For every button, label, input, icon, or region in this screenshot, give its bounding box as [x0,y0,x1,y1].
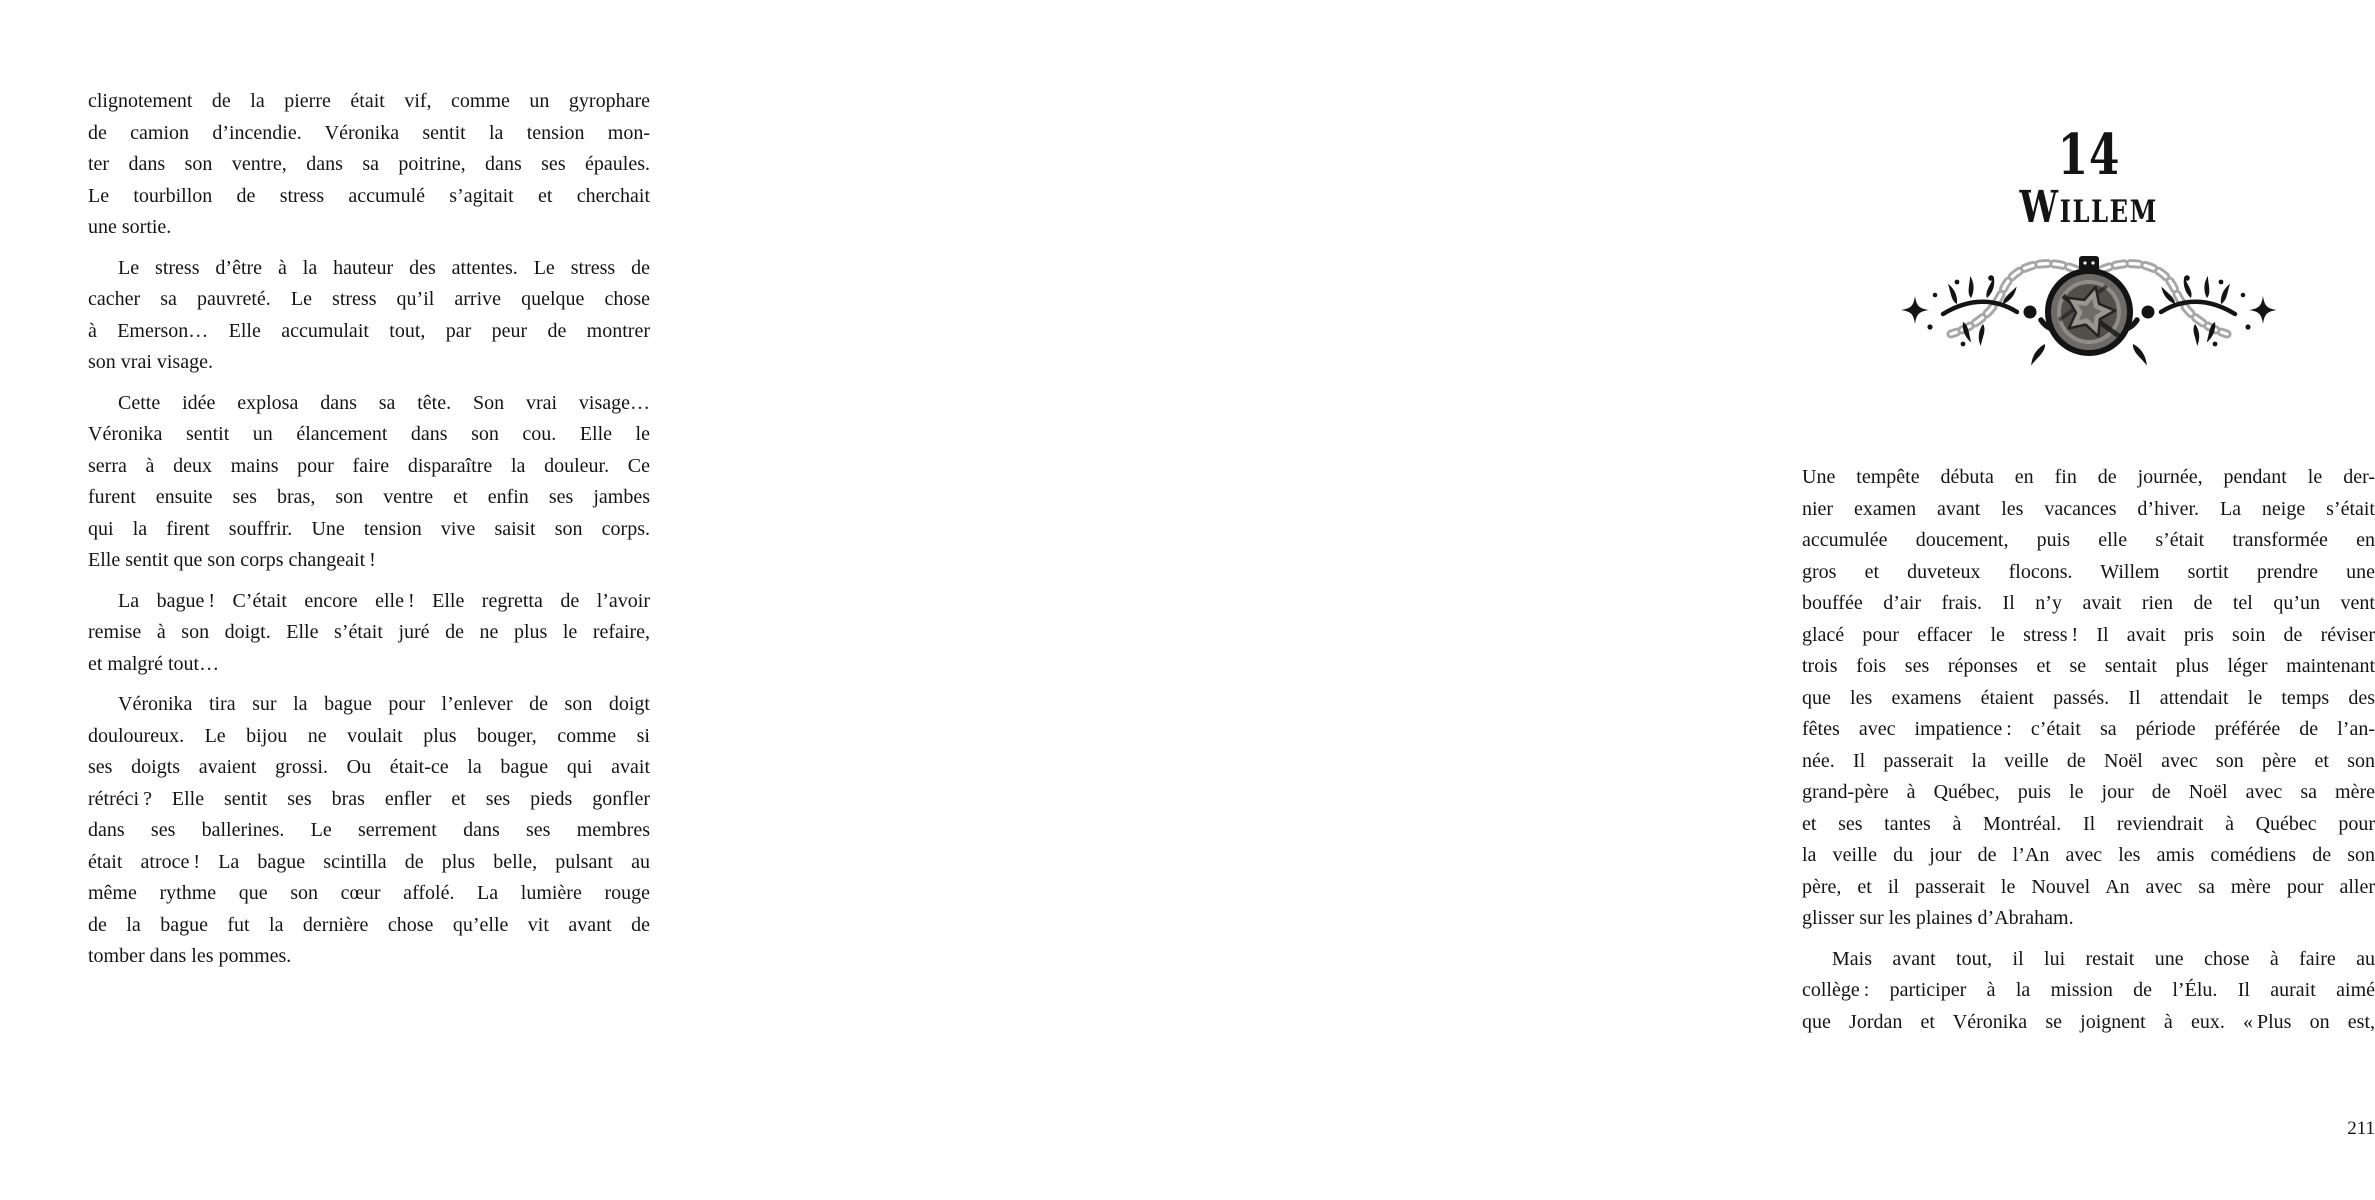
text-line: dans ses ballerines. Le serrement dans ses membres [88,819,650,841]
text-line: Le tourbillon de stress accumulé s’agitait et cherchait [88,184,650,207]
paragraph [88,388,650,577]
paragraph [1802,462,2375,935]
text-line: collège : participer à la mission de l’Élu. Il aurait aimé [1802,979,2375,1001]
text-line: La bague ! C’était encore elle ! Elle regretta de l’avoir [118,589,650,612]
text-line: gros et duveteux flocons. Willem sortit prendre une [1802,560,2375,583]
text-line: serra à deux mains pour faire disparaître la douleur. Ce [88,454,650,477]
text-line: Une tempête débuta en fin de journée, pendant le der- [1802,466,2375,488]
text-line: de la bague fut la dernière chose qu’elle vit avant de [88,913,650,936]
text-line: son vrai visage. [88,351,213,373]
right-page [825,0,2375,1200]
text-line: ter dans son ventre, dans sa poitrine, dans ses épaules. [88,153,650,175]
text-line: remise à son doigt. Elle s’était juré de ne plus le refaire, [88,621,650,643]
text-line: trois fois ses réponses et se sentait plus léger maintenant [1802,655,2375,677]
text-line: que Jordan et Véronika se joignent à eux. « Plus on est, [1802,1010,2375,1033]
text-line: cacher sa pauvreté. Le stress qu’il arrive quelque chose [88,288,650,310]
text-line: nier examen avant les vacances d’hiver. La neige s’était [1802,497,2375,520]
paragraph [88,86,650,244]
text-line: grand-père à Québec, puis le jour de Noël avec sa mère [1802,781,2375,803]
text-line: Véronika tira sur la bague pour l’enlever de son doigt [118,693,650,715]
page-number: 211 [2347,1118,2375,1139]
text-line: et ses tantes à Montréal. Il reviendrait à Québec pour [1802,812,2375,835]
paragraph [88,253,650,379]
text-line: une sortie. [88,216,172,238]
left-page [0,0,825,1200]
chapter-number: 14 [2057,122,2120,188]
text-line: fêtes avec impatience : c’était sa période préférée de l’an- [1802,718,2375,740]
text-line: tomber dans les pommes. [88,945,292,967]
chapter-title: WILLEM [2019,182,2158,233]
text-line: Mais avant tout, il lui restait une chose à faire au [1832,947,2375,970]
text-line: glisser sur les plaines d’Abraham. [1802,907,2074,929]
paragraph [88,689,650,973]
paragraph [88,586,650,681]
text-line: même rythme que son cœur affolé. La lumière rouge [88,882,650,904]
text-line: était atroce ! La bague scintilla de plus belle, pulsant au [88,850,650,873]
text-line: née. Il passerait la veille de Noël avec son père et son [1802,749,2375,772]
text-line: douloureux. Le bijou ne voulait plus bouger, comme si [88,724,650,747]
text-line: Cette idée explosa dans sa tête. Son vrai visage… [118,391,650,414]
text-line: la veille du jour de l’An avec les amis comédiens de son [1802,844,2375,866]
text-line: bouffée d’air frais. Il n’y avait rien de tel qu’un vent [1802,592,2375,614]
text-line: Le stress d’être à la hauteur des attentes. Le stress de [118,256,650,279]
text-line: clignotement de la pierre était vif, comme un gyrophare [88,90,650,112]
text-line: de camion d’incendie. Véronika sentit la tension mon- [88,121,650,144]
text-line: qui la firent souffrir. Une tension vive saisit son corps. [88,517,650,540]
paragraph [1802,944,2375,1039]
right-page-body-text [1802,462,2375,1038]
chapter-heading [1802,122,2375,233]
pendant-medallion [2048,256,2130,353]
left-page-body-text [88,86,650,973]
text-line: rétréci ? Elle sentit ses bras enfler et ses pieds gonfler [88,787,650,810]
amulet-ornament-icon [1898,254,2280,366]
text-line: Véronika sentit un élancement dans son cou. Elle le [88,423,650,445]
amulet-ornament-svg [1898,254,2280,366]
text-line: à Emerson… Elle accumulait tout, par peur de montrer [88,319,650,342]
text-line: Elle sentit que son corps changeait ! [88,549,376,571]
text-line: glacé pour effacer le stress ! Il avait pris soin de réviser [1802,623,2375,646]
text-line: ses doigts avaient grossi. Ou était-ce la bague qui avait [88,756,650,778]
text-line: père, et il passerait le Nouvel An avec sa mère pour aller [1802,875,2375,898]
text-line: et malgré tout… [88,652,220,675]
text-line: accumulée doucement, puis elle s’était transformée en [1802,529,2375,551]
text-line: furent ensuite ses bras, son ventre et enfin ses jambes [88,486,650,508]
text-line: que les examens étaient passés. Il attendait le temps des [1802,686,2375,709]
